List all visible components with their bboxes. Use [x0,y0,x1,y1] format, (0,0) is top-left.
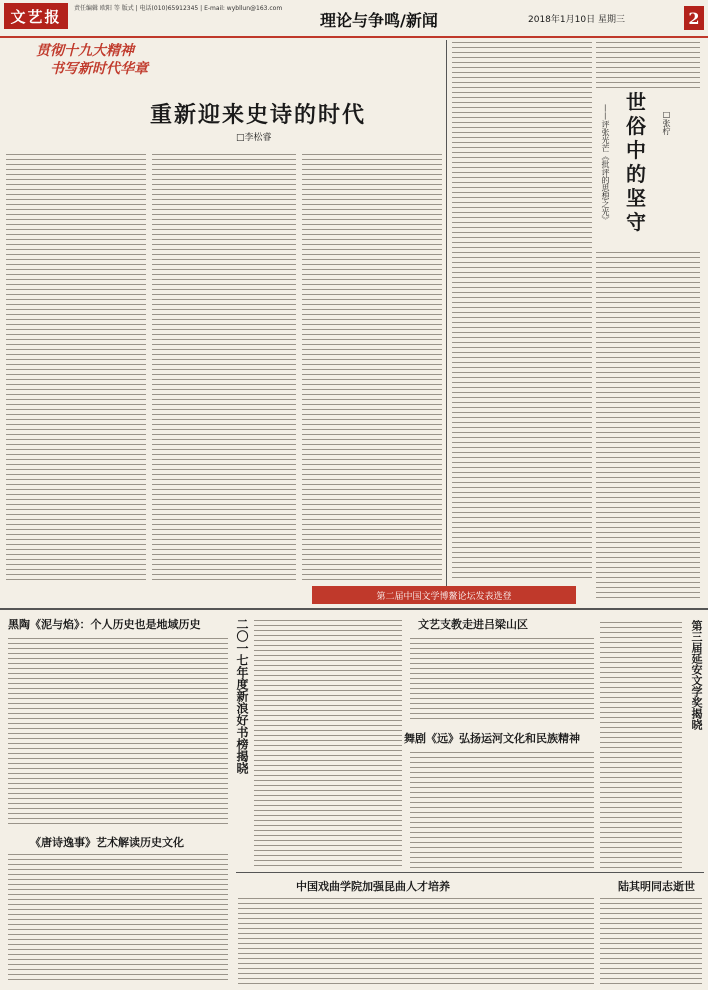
main-article-byline: □李松睿 [236,133,272,143]
lower-divider [236,872,704,873]
article-tangshi-body [8,852,228,984]
bottom-section-divider [0,608,708,610]
right-article-byline: □张柠 [662,110,671,135]
right-title-char: 坚 [626,186,646,210]
main-article-column-1 [6,152,146,580]
right-title-char: 的 [626,162,646,186]
article-obituary-body [600,896,702,984]
article-opera-body [238,896,594,984]
article-yanan-body [600,620,682,868]
right-title-char: 守 [626,210,646,234]
main-article-column-4 [452,40,592,580]
article-sina-books-title: 二〇一七年度新浪好书榜揭晓 [235,618,249,774]
right-title-char: 世 [626,90,646,114]
article-heipao-body [8,636,228,826]
main-article-column-3 [302,152,442,580]
section-title: 理论与争鸣/新闻 [320,11,438,30]
right-title-char: 俗 [626,114,646,138]
banner-slogan [36,42,206,90]
article-tangshi-title: 《唐诗逸事》艺术解读历史文化 [30,836,184,849]
header-meta: 责任编辑 欧阳 等 版式 | 电话(010)65912345 | E-mail: wybllun@163.com [74,5,283,12]
article-lvliang-title: 文艺支教走进吕梁山区 [418,618,528,631]
article-opera-title: 中国戏曲学院加强昆曲人才培养 [296,880,450,893]
main-article-column-2 [152,152,296,580]
right-article-subtitle: ——评张光芒《批评的思想之光》 [601,104,610,224]
article-obituary-title: 陆其明同志逝世 [618,880,695,893]
article-lvliang-body [410,636,594,720]
article-yanan-title: 第三届延安文学奖揭晓 [690,620,703,730]
article-sina-books-body [254,618,402,868]
issue-date: 2018年1月10日 星期三 [528,15,625,25]
main-article-title: 重新迎来史诗的时代 [150,102,367,128]
column-divider [446,40,447,600]
article-dance-body [410,750,594,868]
right-article-body [596,250,700,600]
article-dance-title: 舞剧《远》弘扬运河文化和民族精神 [404,732,580,745]
banner-line-2: 书写新时代华章 [50,61,148,77]
forum-banner: 第二届中国文学博鳌论坛发表选登 [312,586,576,604]
banner-line-1: 贯彻十九大精神 [36,43,134,59]
newspaper-logo: 文艺报 [4,3,68,29]
right-article-intro [596,40,700,90]
right-article-title [616,90,656,234]
right-title-char: 中 [626,138,646,162]
article-heipao-title: 黑陶《泥与焰》：个人历史也是地域历史 [8,618,201,631]
page-number: 2 [684,6,704,30]
